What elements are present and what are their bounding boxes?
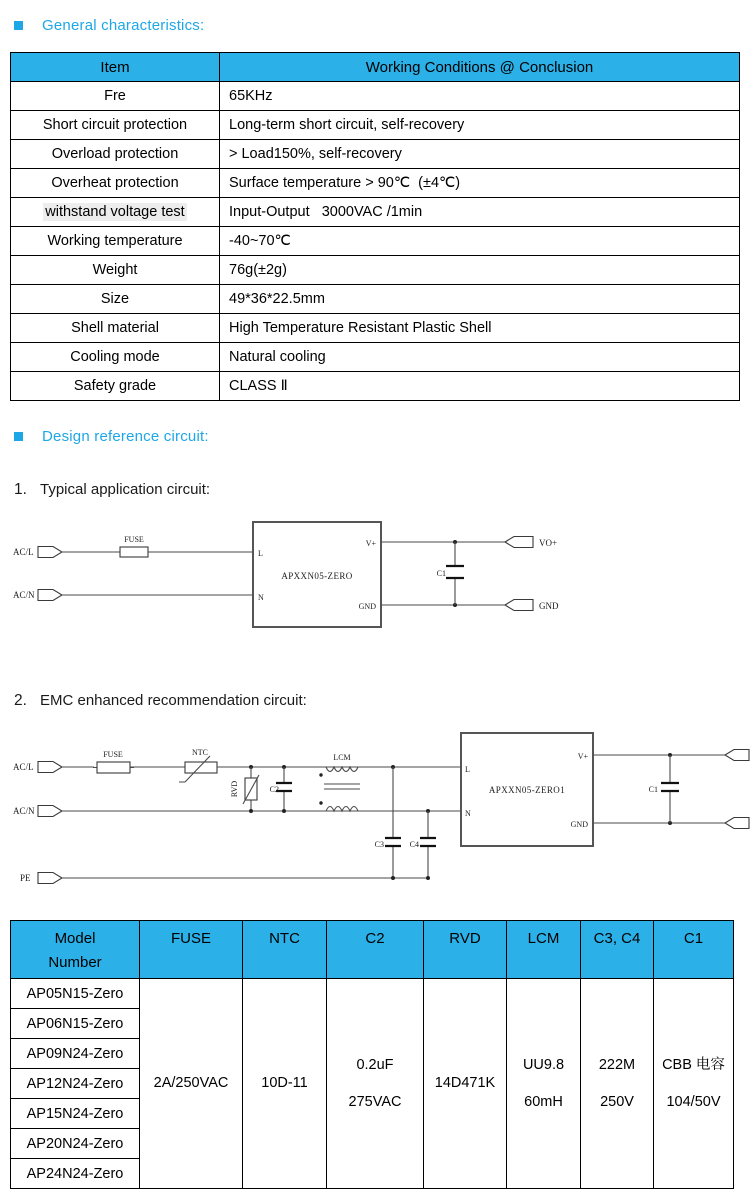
- header-line: Model: [54, 930, 96, 947]
- col-header-item: Item: [11, 53, 220, 82]
- table-row: [11, 314, 740, 343]
- col-header-c2: C2: [327, 921, 424, 979]
- item-cell: Cooling mode: [11, 343, 220, 372]
- table-row: [11, 285, 740, 314]
- label-c3: C3: [374, 840, 384, 849]
- section-design-reference-circuit: [14, 428, 209, 445]
- choke-core: [324, 784, 360, 789]
- label-acl: AC/L: [13, 762, 34, 772]
- label-c1: C1: [436, 569, 446, 578]
- value-line: 275VAC: [348, 1093, 402, 1110]
- connector-flag-icon: [38, 806, 62, 817]
- c3c4-value-cell: [581, 979, 654, 1189]
- value-line: 104/50V: [666, 1093, 721, 1110]
- pin-gnd: GND: [358, 602, 376, 611]
- junction-dot: [391, 876, 395, 880]
- connector-flag-icon: [38, 762, 62, 773]
- label-acn: AC/N: [13, 806, 35, 816]
- col-header-ntc: NTC: [243, 921, 327, 979]
- item-cell: Overload protection: [11, 140, 220, 169]
- connector-flag-icon: [38, 590, 62, 601]
- section-general-characteristics: [14, 17, 204, 34]
- table-row: [11, 227, 740, 256]
- capacitor-symbol: [385, 838, 401, 846]
- fuse-symbol: [120, 547, 148, 557]
- col-header-lcm: LCM: [507, 921, 581, 979]
- label-c1: C1: [648, 785, 658, 794]
- label-vo-plus: VO+: [539, 538, 558, 548]
- junction-dot: [426, 876, 430, 880]
- capacitor-symbol: [420, 838, 436, 846]
- connector-flag-icon: [505, 600, 533, 611]
- item-cell: Working temperature: [11, 227, 220, 256]
- capacitor-symbol: [661, 783, 679, 791]
- label-fuse: FUSE: [124, 535, 144, 544]
- fuse-symbol: [97, 762, 130, 773]
- choke-winding-bottom: [326, 807, 358, 812]
- value-cell: > Load150%, self-recovery: [220, 140, 740, 169]
- value-cell: Natural cooling: [220, 343, 740, 372]
- subheading-title: EMC enhanced recommendation circuit:: [40, 692, 307, 709]
- value-line: CBB 电容: [662, 1056, 725, 1073]
- connector-flag-icon: [725, 818, 749, 829]
- pin-vplus: V+: [365, 539, 376, 548]
- model-cell: AP09N24-Zero: [11, 1039, 140, 1069]
- choke-winding-top: [326, 767, 358, 772]
- phase-dot: [319, 773, 322, 776]
- label-c4: C4: [409, 840, 419, 849]
- label-pe: PE: [20, 873, 31, 883]
- square-bullet-icon: [14, 21, 23, 30]
- capacitor-symbol: [446, 566, 464, 578]
- table-row: [11, 82, 740, 111]
- col-header-fuse: FUSE: [140, 921, 243, 979]
- section-title: General characteristics:: [42, 17, 205, 34]
- pin-n: N: [258, 593, 264, 602]
- phase-dot: [319, 801, 322, 804]
- lcm-value-cell: [507, 979, 581, 1189]
- value-cell: -40~70℃: [220, 227, 740, 256]
- value-cell: 76g(±2g): [220, 256, 740, 285]
- table-row: [11, 111, 740, 140]
- subheading-emc-circuit: [14, 692, 307, 710]
- ntc-value-cell: 10D-11: [243, 979, 327, 1189]
- item-cell: Safety grade: [11, 372, 220, 401]
- model-cell: AP12N24-Zero: [11, 1069, 140, 1099]
- table-row: [11, 256, 740, 285]
- value-line: 222M: [598, 1056, 636, 1073]
- module-name: APXXN05-ZERO1: [488, 785, 566, 795]
- pin-n: N: [465, 809, 471, 818]
- typical-application-circuit-diagram: [0, 505, 600, 645]
- connector-flag-icon: [725, 750, 749, 761]
- section-title: Design reference circuit:: [42, 428, 209, 445]
- value-line: 250V: [600, 1093, 634, 1110]
- label-gnd-out: GND: [539, 601, 559, 611]
- square-bullet-icon: [14, 432, 23, 441]
- pin-l: L: [465, 765, 470, 774]
- subheading-title: Typical application circuit:: [40, 481, 211, 498]
- list-number: 2.: [14, 692, 27, 709]
- value-cell: Input-Output 3000VAC /1min: [220, 198, 740, 227]
- pin-vplus: V+: [577, 752, 588, 761]
- model-cell: AP05N15-Zero: [11, 979, 140, 1009]
- value-cell: 65KHz: [220, 82, 740, 111]
- table-row: [11, 169, 740, 198]
- label-fuse: FUSE: [103, 750, 123, 759]
- label-acn: AC/N: [13, 590, 35, 600]
- item-cell: [11, 198, 220, 227]
- model-cell: AP15N24-Zero: [11, 1099, 140, 1129]
- value-cell: Long-term short circuit, self-recovery: [220, 111, 740, 140]
- rvd-value-cell: 14D471K: [424, 979, 507, 1189]
- connector-flag-icon: [38, 873, 62, 884]
- col-header-c1: C1: [654, 921, 734, 979]
- component-selection-table: [10, 920, 734, 1189]
- table-row: [11, 140, 740, 169]
- table-row: [11, 343, 740, 372]
- junction-dot: [249, 809, 253, 813]
- col-header-rvd: RVD: [424, 921, 507, 979]
- label-lcm: LCM: [333, 753, 351, 762]
- c2-value-cell: [327, 979, 424, 1189]
- item-cell: Size: [11, 285, 220, 314]
- item-cell: Shell material: [11, 314, 220, 343]
- highlighted-text: withstand voltage test: [45, 204, 185, 220]
- ntc-symbol: [185, 762, 217, 773]
- pin-l: L: [258, 549, 263, 558]
- col-header-conditions: Working Conditions @ Conclusion: [220, 53, 740, 82]
- value-line: 60mH: [524, 1093, 563, 1110]
- model-cell: AP06N15-Zero: [11, 1009, 140, 1039]
- c1-value-cell: [654, 979, 734, 1189]
- value-cell: High Temperature Resistant Plastic Shell: [220, 314, 740, 343]
- model-cell: AP20N24-Zero: [11, 1129, 140, 1159]
- table-row: [11, 372, 740, 401]
- table-row: [11, 198, 740, 227]
- header-line: Number: [48, 954, 102, 971]
- model-cell: AP24N24-Zero: [11, 1159, 140, 1189]
- label-c2: C2: [269, 785, 279, 794]
- value-cell: Surface temperature > 90℃ (±4℃): [220, 169, 740, 198]
- label-rvd: RVD: [230, 780, 239, 798]
- list-number: 1.: [14, 481, 27, 498]
- col-header-model: [11, 921, 140, 979]
- value-cell: 49*36*22.5mm: [220, 285, 740, 314]
- junction-dot: [282, 809, 286, 813]
- value-cell: CLASS Ⅱ: [220, 372, 740, 401]
- pin-gnd: GND: [570, 820, 588, 829]
- item-cell: Short circuit protection: [11, 111, 220, 140]
- module-name: APXXN05-ZERO: [281, 571, 353, 581]
- table-header-row: [11, 53, 740, 82]
- connector-flag-icon: [38, 547, 62, 558]
- table-row: [11, 979, 734, 1009]
- value-line: 0.2uF: [356, 1056, 394, 1073]
- table-header-row: [11, 921, 734, 979]
- item-cell: Overheat protection: [11, 169, 220, 198]
- general-characteristics-table: [10, 52, 740, 401]
- connector-flag-icon: [505, 537, 533, 548]
- col-header-c3c4: C3, C4: [581, 921, 654, 979]
- item-cell: Weight: [11, 256, 220, 285]
- label-ntc: NTC: [192, 748, 208, 757]
- item-cell: Fre: [11, 82, 220, 111]
- label-acl: AC/L: [13, 547, 34, 557]
- emc-enhanced-circuit-diagram: [0, 725, 750, 890]
- fuse-value-cell: 2A/250VAC: [140, 979, 243, 1189]
- value-line: UU9.8: [522, 1056, 565, 1073]
- subheading-typical-application: [14, 481, 210, 499]
